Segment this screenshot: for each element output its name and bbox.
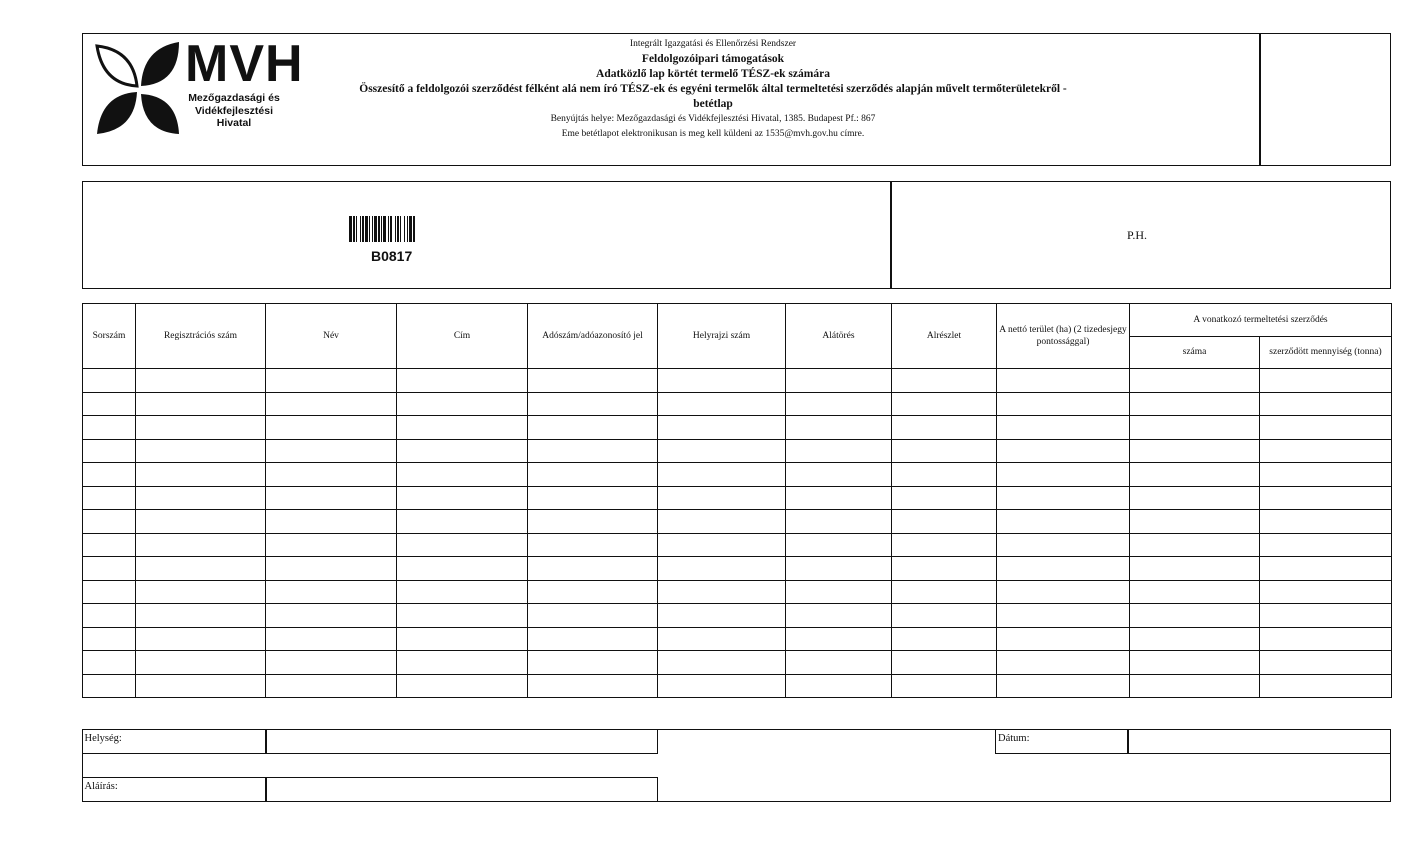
leaf-logo-icon [93, 40, 185, 140]
table-cell[interactable] [266, 674, 397, 698]
table-cell[interactable] [528, 416, 658, 440]
table-cell[interactable] [786, 486, 892, 510]
table-cell[interactable] [83, 557, 136, 581]
table-cell[interactable] [397, 580, 528, 604]
table-row [83, 416, 1392, 440]
table-cell[interactable] [658, 416, 786, 440]
table-cell[interactable] [136, 580, 266, 604]
table-cell[interactable] [83, 439, 136, 463]
table-cell[interactable] [786, 463, 892, 487]
barcode-label: B0817 [371, 248, 413, 264]
barcode-section [82, 181, 1391, 289]
table-cell[interactable] [997, 439, 1130, 463]
table-cell[interactable] [658, 674, 786, 698]
table-cell[interactable] [266, 369, 397, 393]
table-cell[interactable] [658, 510, 786, 534]
table-cell[interactable] [1260, 651, 1392, 675]
logo-org-name: Mezőgazdasági és Vidékfejlesztési Hivatal [188, 92, 280, 129]
table-row [83, 604, 1392, 628]
table-cell[interactable] [786, 510, 892, 534]
table-cell[interactable] [658, 463, 786, 487]
table-cell[interactable] [997, 416, 1130, 440]
table-cell[interactable] [266, 533, 397, 557]
table-cell[interactable] [997, 627, 1130, 651]
system-name: Integrált Igazgatási és Ellenőrzési Rendszer [629, 39, 797, 49]
table-cell[interactable] [892, 557, 997, 581]
table-cell[interactable] [136, 651, 266, 675]
table-row [83, 557, 1392, 581]
table-cell[interactable] [1260, 510, 1392, 534]
table-cell[interactable] [658, 439, 786, 463]
table-cell[interactable] [786, 533, 892, 557]
table-cell[interactable] [528, 580, 658, 604]
table-cell[interactable] [136, 392, 266, 416]
table-cell[interactable] [1260, 392, 1392, 416]
col-header-parcel: Helyrajzi szám [658, 304, 786, 369]
table-cell[interactable] [997, 369, 1130, 393]
data-table [82, 303, 1392, 698]
table-cell[interactable] [1260, 416, 1392, 440]
table-cell[interactable] [136, 674, 266, 698]
table-cell[interactable] [1130, 486, 1260, 510]
table-cell[interactable] [136, 557, 266, 581]
sheet-type: betétlap [693, 98, 733, 110]
form-header [82, 33, 1391, 166]
table-cell[interactable] [1130, 557, 1260, 581]
table-cell[interactable] [997, 651, 1130, 675]
table-cell[interactable] [997, 674, 1130, 698]
table-cell[interactable] [1130, 580, 1260, 604]
col-header-contract-quantity: szerződött mennyiség (tonna) [1260, 336, 1392, 369]
table-cell[interactable] [136, 463, 266, 487]
table-cell[interactable] [1130, 416, 1260, 440]
table-cell[interactable] [83, 604, 136, 628]
table-cell[interactable] [83, 627, 136, 651]
date-field[interactable] [1127, 729, 1391, 754]
table-cell[interactable] [528, 604, 658, 628]
table-cell[interactable] [266, 392, 397, 416]
table-cell[interactable] [892, 463, 997, 487]
table-cell[interactable] [1260, 463, 1392, 487]
header-text [263, 37, 1163, 142]
table-cell[interactable] [266, 557, 397, 581]
table-cell[interactable] [892, 416, 997, 440]
table-row [83, 486, 1392, 510]
table-cell[interactable] [658, 533, 786, 557]
table-cell[interactable] [1130, 510, 1260, 534]
barcode-icon [349, 216, 418, 242]
table-cell[interactable] [1130, 369, 1260, 393]
stamp-label: P.H. [1127, 228, 1148, 242]
table-cell[interactable] [397, 674, 528, 698]
table-cell[interactable] [83, 674, 136, 698]
table-cell[interactable] [1130, 439, 1260, 463]
data-table-wrapper [82, 303, 1391, 698]
table-cell[interactable] [83, 580, 136, 604]
table-cell[interactable] [1130, 604, 1260, 628]
table-cell[interactable] [397, 369, 528, 393]
table-cell[interactable] [528, 486, 658, 510]
table-cell[interactable] [528, 674, 658, 698]
table-cell[interactable] [1130, 627, 1260, 651]
table-cell[interactable] [528, 510, 658, 534]
table-cell[interactable] [658, 392, 786, 416]
table-cell[interactable] [997, 392, 1130, 416]
program-name: Feldolgozóipari támogatások [641, 53, 785, 65]
table-cell[interactable] [83, 533, 136, 557]
table-cell[interactable] [997, 533, 1130, 557]
table-cell[interactable] [892, 604, 997, 628]
mvh-logo [93, 35, 304, 140]
table-cell[interactable] [266, 486, 397, 510]
table-cell[interactable] [136, 369, 266, 393]
table-cell[interactable] [997, 580, 1130, 604]
col-header-tax-id: Adószám/adóazonosító jel [528, 304, 658, 369]
table-cell[interactable] [397, 463, 528, 487]
table-cell[interactable] [83, 486, 136, 510]
table-cell[interactable] [266, 651, 397, 675]
table-cell[interactable] [997, 604, 1130, 628]
table-row [83, 651, 1392, 675]
table-cell[interactable] [83, 510, 136, 534]
table-cell[interactable] [397, 627, 528, 651]
table-cell[interactable] [786, 604, 892, 628]
table-cell[interactable] [1260, 674, 1392, 698]
table-cell[interactable] [786, 369, 892, 393]
table-cell[interactable] [528, 369, 658, 393]
table-cell[interactable] [997, 486, 1130, 510]
table-cell[interactable] [83, 651, 136, 675]
table-cell[interactable] [397, 510, 528, 534]
table-cell[interactable] [397, 604, 528, 628]
table-cell[interactable] [528, 463, 658, 487]
col-header-subdivision: Alátörés [786, 304, 892, 369]
table-cell[interactable] [1130, 674, 1260, 698]
table-row [83, 674, 1392, 698]
table-cell[interactable] [266, 510, 397, 534]
table-cell[interactable] [892, 580, 997, 604]
email-note: Eme betétlapot elektronikusan is meg kell küldeni az 1535@mvh.gov.hu címre. [561, 129, 865, 139]
table-cell[interactable] [786, 627, 892, 651]
table-cell[interactable] [786, 580, 892, 604]
barcode-divider [890, 182, 892, 288]
table-cell[interactable] [892, 369, 997, 393]
table-cell[interactable] [83, 392, 136, 416]
table-cell[interactable] [136, 533, 266, 557]
table-cell[interactable] [83, 369, 136, 393]
table-cell[interactable] [658, 627, 786, 651]
table-cell[interactable] [786, 651, 892, 675]
table-row [83, 392, 1392, 416]
table-cell[interactable] [397, 557, 528, 581]
logo-wordmark: MVH [185, 35, 304, 93]
col-header-name: Név [266, 304, 397, 369]
table-cell[interactable] [266, 416, 397, 440]
place-label: Helység: [82, 729, 267, 754]
table-cell[interactable] [786, 674, 892, 698]
table-row [83, 627, 1392, 651]
table-cell[interactable] [1130, 533, 1260, 557]
table-cell[interactable] [136, 439, 266, 463]
table-cell[interactable] [786, 557, 892, 581]
col-header-sequence: Sorszám [83, 304, 136, 369]
table-cell[interactable] [786, 392, 892, 416]
table-cell[interactable] [397, 486, 528, 510]
table-cell[interactable] [397, 416, 528, 440]
table-body [83, 369, 1392, 698]
table-cell[interactable] [892, 486, 997, 510]
table-cell[interactable] [266, 463, 397, 487]
table-cell[interactable] [786, 439, 892, 463]
table-cell[interactable] [1260, 369, 1392, 393]
table-cell[interactable] [997, 557, 1130, 581]
table-cell[interactable] [658, 369, 786, 393]
signature-section [82, 729, 1391, 802]
col-header-contract-group: A vonatkozó termeltetési szerződés [1130, 304, 1392, 337]
table-cell[interactable] [892, 627, 997, 651]
col-header-registration: Regisztrációs szám [136, 304, 266, 369]
form-description: Összesítő a feldolgozói szerződést félként alá nem író TÉSZ-ek és egyéni termelők által termeltetési szerződés alapján művelt termőterületekről - [359, 83, 1067, 95]
table-cell[interactable] [266, 580, 397, 604]
table-cell[interactable] [892, 651, 997, 675]
table-row [83, 510, 1392, 534]
table-row [83, 580, 1392, 604]
table-cell[interactable] [136, 604, 266, 628]
table-cell[interactable] [892, 533, 997, 557]
table-cell[interactable] [892, 510, 997, 534]
header-divider [1259, 34, 1261, 165]
table-cell[interactable] [397, 651, 528, 675]
table-cell[interactable] [397, 533, 528, 557]
table-cell[interactable] [1260, 486, 1392, 510]
col-header-net-area: A nettó terület (ha) (2 tizedesjegy pontossággal) [997, 304, 1130, 369]
table-cell[interactable] [786, 416, 892, 440]
table-cell[interactable] [1130, 463, 1260, 487]
table-cell[interactable] [266, 439, 397, 463]
place-field[interactable] [265, 729, 658, 754]
table-cell[interactable] [892, 674, 997, 698]
table-cell[interactable] [528, 392, 658, 416]
table-cell[interactable] [528, 439, 658, 463]
table-row [83, 533, 1392, 557]
table-cell[interactable] [136, 486, 266, 510]
table-cell[interactable] [1260, 439, 1392, 463]
table-cell[interactable] [997, 463, 1130, 487]
col-header-address: Cím [397, 304, 528, 369]
table-cell[interactable] [997, 510, 1130, 534]
table-cell[interactable] [266, 627, 397, 651]
table-cell[interactable] [658, 604, 786, 628]
table-cell[interactable] [1130, 392, 1260, 416]
table-cell[interactable] [1260, 580, 1392, 604]
table-cell[interactable] [528, 651, 658, 675]
table-cell[interactable] [658, 557, 786, 581]
table-cell[interactable] [136, 510, 266, 534]
table-cell[interactable] [136, 416, 266, 440]
table-cell[interactable] [397, 439, 528, 463]
table-cell[interactable] [528, 627, 658, 651]
table-cell[interactable] [136, 627, 266, 651]
table-cell[interactable] [83, 416, 136, 440]
table-cell[interactable] [528, 557, 658, 581]
table-cell[interactable] [528, 533, 658, 557]
form-title: Adatközlő lap körtét termelő TÉSZ-ek számára [596, 68, 830, 80]
table-row [83, 439, 1392, 463]
table-cell[interactable] [266, 604, 397, 628]
table-cell[interactable] [397, 392, 528, 416]
table-cell[interactable] [1260, 627, 1392, 651]
table-cell[interactable] [658, 651, 786, 675]
table-cell[interactable] [1260, 557, 1392, 581]
signature-field[interactable] [265, 777, 658, 802]
table-row [83, 369, 1392, 393]
table-cell[interactable] [658, 580, 786, 604]
col-header-subparcel: Alrészlet [892, 304, 997, 369]
table-cell[interactable] [1130, 651, 1260, 675]
table-cell[interactable] [892, 392, 997, 416]
table-cell[interactable] [658, 486, 786, 510]
submission-address: Benyújtás helye: Mezőgazdasági és Vidékfejlesztési Hivatal, 1385. Budapest Pf.: 867 [550, 114, 876, 124]
col-header-contract-number: száma [1130, 336, 1260, 369]
signature-label: Aláírás: [82, 777, 267, 802]
table-cell[interactable] [83, 463, 136, 487]
table-row [83, 463, 1392, 487]
table-cell[interactable] [1260, 604, 1392, 628]
table-cell[interactable] [892, 439, 997, 463]
date-label: Dátum: [995, 729, 1129, 754]
table-cell[interactable] [1260, 533, 1392, 557]
